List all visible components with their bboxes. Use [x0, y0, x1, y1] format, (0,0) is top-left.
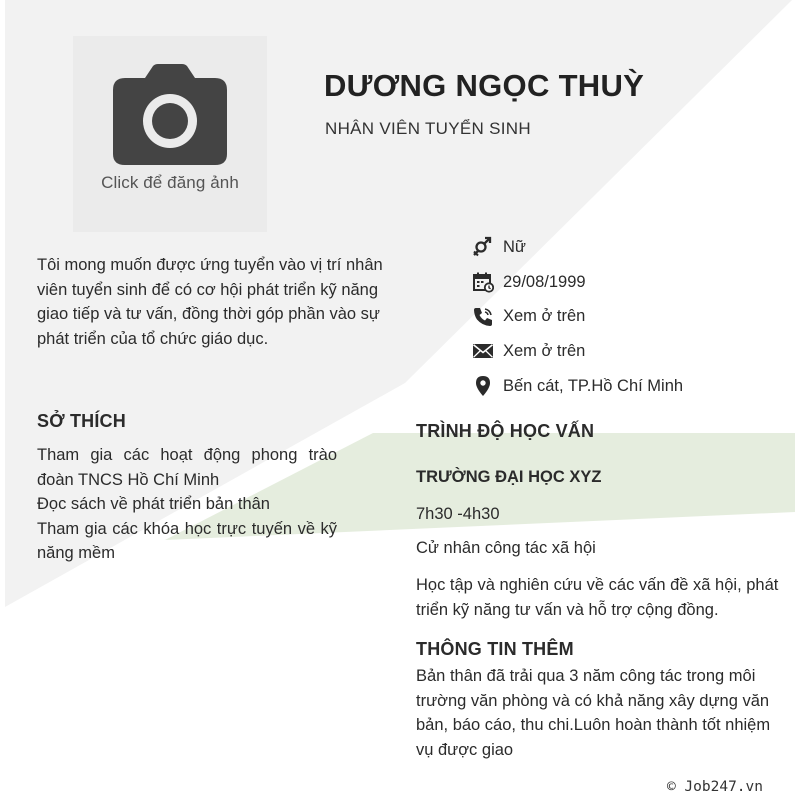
additional-info-text: Bản thân đã trải qua 3 năm công tác trong môi trường văn phòng và có khả năng xây dựng văn bản, báo cáo, thu chi.Luôn hoàn thành tốt nhiệm vụ được giao	[416, 667, 771, 759]
education-title: TRÌNH ĐỘ HỌC VẤN	[416, 421, 595, 441]
photo-caption: Click để đăng ảnh	[101, 173, 239, 192]
education-time: 7h30 -4h30	[416, 505, 500, 523]
education-description: Học tập và nghiên cứu về các vấn đề xã hội, phát triển kỹ năng tư vấn và hỗ trợ cộng đồng.	[416, 576, 779, 619]
birthday-value: 29/08/1999	[503, 272, 586, 291]
contact-list	[472, 230, 683, 403]
contact-birthday	[472, 265, 683, 300]
full-name: DƯƠNG NGỌC THUỲ	[324, 68, 645, 103]
phone-icon	[472, 306, 494, 328]
envelope-icon	[472, 340, 494, 362]
photo-upload[interactable]	[73, 36, 267, 232]
education-school: TRƯỜNG ĐẠI HỌC XYZ	[416, 468, 602, 486]
copyright-footer: © Job247.vn	[666, 779, 763, 795]
gender-value: Nữ	[503, 237, 526, 256]
contact-address	[472, 369, 683, 404]
additional-info-title: THÔNG TIN THÊM	[416, 639, 574, 659]
job-title: NHÂN VIÊN TUYỂN SINH	[325, 119, 531, 138]
hobbies-list	[37, 443, 337, 566]
education-degree: Cử nhân công tác xã hội	[416, 539, 596, 557]
map-pin-icon	[472, 375, 494, 397]
hobby-item: Tham gia các hoạt động phong trào đoàn TNCS Hồ Chí Minh	[37, 446, 337, 489]
contact-phone	[472, 299, 683, 334]
email-value: Xem ở trên	[503, 341, 586, 360]
hobbies-title: SỞ THÍCH	[37, 411, 126, 431]
phone-value: Xem ở trên	[503, 307, 586, 326]
contact-gender	[472, 230, 683, 265]
address-value: Bến cát, TP.Hồ Chí Minh	[503, 376, 684, 395]
contact-email	[472, 334, 683, 369]
hobby-item: Đọc sách về phát triển bản thân	[37, 495, 270, 513]
calendar-icon	[472, 271, 494, 293]
camera-icon	[111, 64, 229, 166]
gender-icon	[472, 236, 494, 258]
hobby-item: Tham gia các khóa học trực tuyến về kỹ năng mềm	[37, 519, 337, 562]
career-objective: Tôi mong muốn được ứng tuyển vào vị trí nhân viên tuyển sinh để có cơ hội phát triển kỹ năng giao tiếp và tư vấn, đồng thời góp phần vào sự phát triển của tổ chức giáo dục.	[37, 256, 383, 348]
